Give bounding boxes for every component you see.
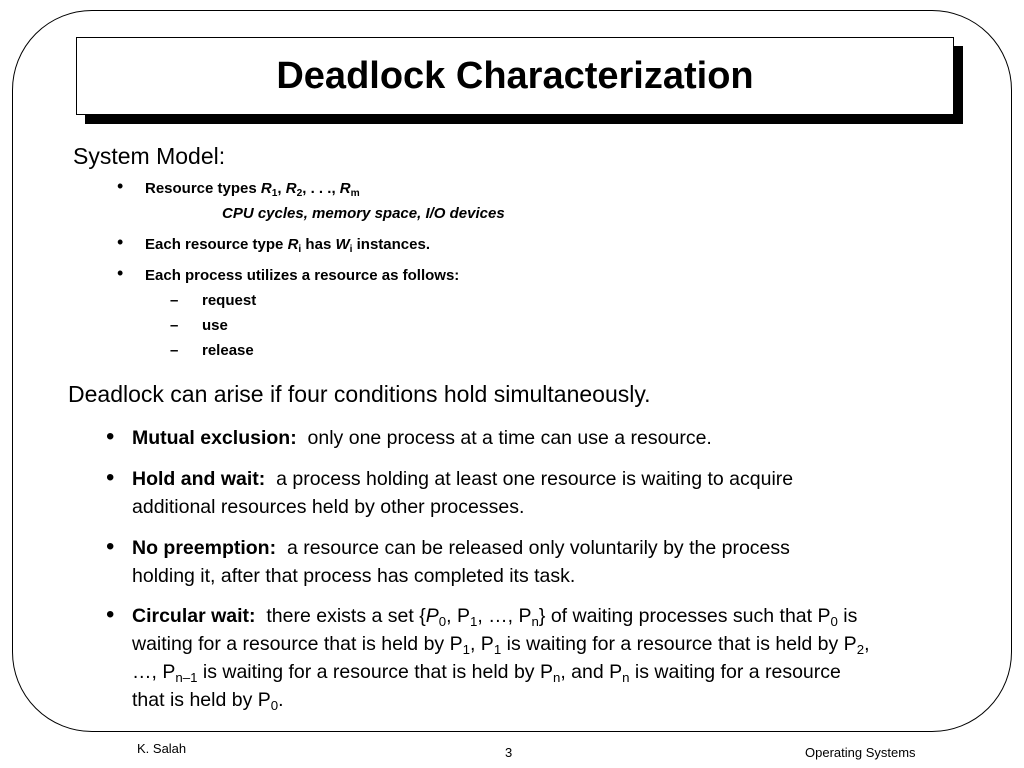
resource-instances-item: Each resource type $R_i$ has $W_i$ instances. — [145, 236, 431, 256]
dash-icon: – — [170, 342, 179, 359]
condition-circular-wait: Circular wait: there exists a set {$P_0$, $P_1$, …, $P_n$} of waiting processes such that $P_0$ is waiting for a resource that is held by $P_1$, $P_1$ is waiting for a resource that is held by $P_2$, …, $P_{n-1}$ is waiting for a resource that is held by $P_n$, and $P_n$ is waiting for a resource that is held by $P_0$. — [132, 605, 870, 713]
bullet-icon: • — [117, 176, 124, 196]
bullet-icon: • — [106, 533, 115, 560]
step-release: release — [202, 342, 254, 359]
footer-page-number: 3 — [505, 745, 513, 760]
process-utilization-item: Each process utilizes a resource as follows: — [145, 267, 460, 284]
condition-no-preemption: No preemption: a resource can be released only voluntarily by the process holding it, after that process has completed its task. — [132, 537, 790, 587]
title-box — [76, 37, 954, 115]
system-model-heading: System Model: — [73, 143, 226, 169]
bullet-icon: • — [117, 263, 124, 283]
resource-examples: CPU cycles, memory space, I/O devices — [222, 205, 505, 222]
bullet-icon: • — [106, 601, 115, 628]
bullet-icon: • — [117, 232, 124, 252]
footer-author: K. Salah — [137, 741, 187, 756]
resource-types-item: Resource types $R_1$, $R_2$, . . ., $R_m$ — [145, 180, 360, 200]
step-use: use — [202, 317, 228, 334]
dash-icon: – — [170, 292, 179, 309]
conditions-heading: Deadlock can arise if four conditions hold simultaneously. — [68, 381, 651, 407]
bullet-icon: • — [106, 464, 115, 491]
condition-mutual-exclusion: Mutual exclusion: only one process at a time can use a resource. — [132, 427, 712, 449]
condition-hold-and-wait: Hold and wait: a process holding at least one resource is waiting to acquire additional resources held by other processes. — [132, 468, 794, 518]
footer-course: Operating Systems — [805, 745, 916, 760]
slide-title: Deadlock Characterization — [276, 54, 754, 97]
dash-icon: – — [170, 317, 179, 334]
step-request: request — [202, 292, 257, 309]
bullet-icon: • — [106, 423, 115, 450]
